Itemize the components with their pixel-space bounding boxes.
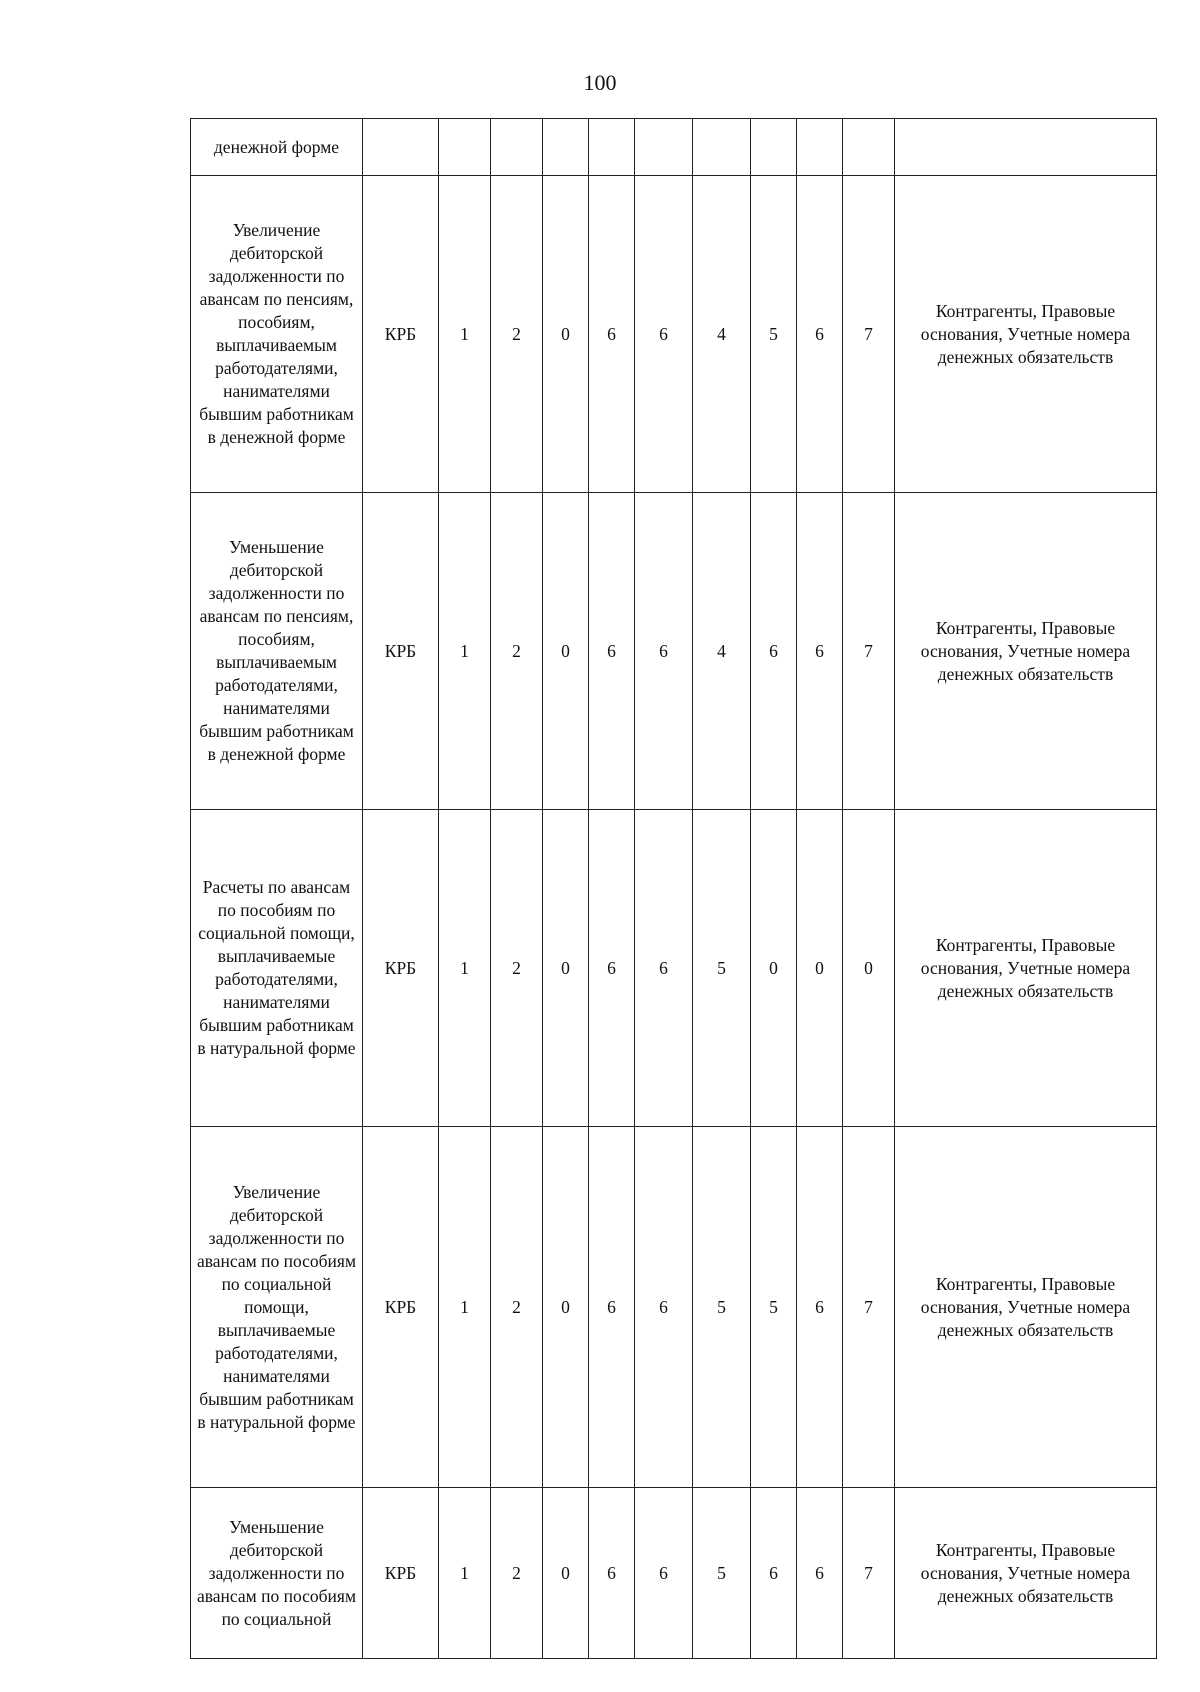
digit-cell: 4 [693, 176, 751, 493]
digit-cell [751, 119, 797, 176]
digit-cell: 6 [635, 176, 693, 493]
description-cell: Расчеты по авансам по пособиям по социальной помощи, выплачиваемые работодателями, нанимателями бывшим работникам в натуральной форме [191, 810, 363, 1127]
digit-cell: 6 [589, 493, 635, 810]
digit-cell: 6 [635, 1488, 693, 1659]
digit-cell [491, 119, 543, 176]
code-cell: КРБ [363, 810, 439, 1127]
code-cell: КРБ [363, 1488, 439, 1659]
digit-cell [543, 119, 589, 176]
digit-cell: 7 [843, 1488, 895, 1659]
digit-cell: 1 [439, 810, 491, 1127]
description-cell: денежной форме [191, 119, 363, 176]
digit-cell: 6 [797, 1488, 843, 1659]
digit-cell: 6 [635, 493, 693, 810]
digit-cell: 1 [439, 176, 491, 493]
digit-cell: 0 [543, 493, 589, 810]
digit-cell: 0 [843, 810, 895, 1127]
digit-cell: 6 [589, 176, 635, 493]
table-row [191, 810, 1157, 1127]
digit-cell: 6 [589, 1488, 635, 1659]
basis-cell: Контрагенты, Правовые основания, Учетные номера денежных обязательств [895, 1127, 1157, 1488]
table-row [191, 493, 1157, 810]
digit-cell: 7 [843, 176, 895, 493]
digit-cell: 6 [797, 493, 843, 810]
digit-cell: 0 [797, 810, 843, 1127]
digit-cell: 7 [843, 493, 895, 810]
description-cell: Увеличение дебиторской задолженности по авансам по пособиям по социальной помощи, выплачиваемые работодателями, нанимателями бывшим работникам в натуральной форме [191, 1127, 363, 1488]
digit-cell [439, 119, 491, 176]
basis-cell [895, 119, 1157, 176]
page-number: 100 [583, 70, 617, 95]
digit-cell: 6 [635, 1127, 693, 1488]
digit-cell: 5 [693, 810, 751, 1127]
digit-cell: 4 [693, 493, 751, 810]
digit-cell: 1 [439, 493, 491, 810]
digit-cell: 2 [491, 1488, 543, 1659]
code-cell: КРБ [363, 1127, 439, 1488]
digit-cell: 6 [797, 176, 843, 493]
digit-cell: 0 [543, 810, 589, 1127]
digit-cell [589, 119, 635, 176]
digit-cell: 5 [693, 1127, 751, 1488]
digit-cell: 0 [751, 810, 797, 1127]
code-cell: КРБ [363, 493, 439, 810]
digit-cell: 5 [751, 176, 797, 493]
accounts-table [190, 118, 1157, 1659]
digit-cell: 0 [543, 1127, 589, 1488]
description-cell: Уменьшение дебиторской задолженности по авансам по пособиям по социальной [191, 1488, 363, 1659]
digit-cell [635, 119, 693, 176]
digit-cell: 6 [797, 1127, 843, 1488]
digit-cell [693, 119, 751, 176]
digit-cell: 2 [491, 810, 543, 1127]
digit-cell: 1 [439, 1127, 491, 1488]
digit-cell: 0 [543, 176, 589, 493]
digit-cell: 2 [491, 493, 543, 810]
digit-cell: 5 [751, 1127, 797, 1488]
digit-cell: 0 [543, 1488, 589, 1659]
digit-cell: 7 [843, 1127, 895, 1488]
digit-cell: 6 [589, 810, 635, 1127]
digit-cell: 5 [693, 1488, 751, 1659]
description-cell: Увеличение дебиторской задолженности по авансам по пенсиям, пособиям, выплачиваемым работодателями, нанимателями бывшим работникам в денежной форме [191, 176, 363, 493]
basis-cell: Контрагенты, Правовые основания, Учетные номера денежных обязательств [895, 810, 1157, 1127]
description-cell: Уменьшение дебиторской задолженности по авансам по пенсиям, пособиям, выплачиваемым работодателями, нанимателями бывшим работникам в денежной форме [191, 493, 363, 810]
digit-cell: 6 [751, 493, 797, 810]
code-cell [363, 119, 439, 176]
basis-cell: Контрагенты, Правовые основания, Учетные номера денежных обязательств [895, 1488, 1157, 1659]
digit-cell: 1 [439, 1488, 491, 1659]
table-row [191, 119, 1157, 176]
basis-cell: Контрагенты, Правовые основания, Учетные номера денежных обязательств [895, 176, 1157, 493]
digit-cell: 6 [751, 1488, 797, 1659]
digit-cell: 2 [491, 1127, 543, 1488]
digit-cell: 2 [491, 176, 543, 493]
table-row [191, 176, 1157, 493]
digit-cell [843, 119, 895, 176]
table-row [191, 1127, 1157, 1488]
digit-cell [797, 119, 843, 176]
code-cell: КРБ [363, 176, 439, 493]
table-row [191, 1488, 1157, 1659]
basis-cell: Контрагенты, Правовые основания, Учетные номера денежных обязательств [895, 493, 1157, 810]
digit-cell: 6 [635, 810, 693, 1127]
digit-cell: 6 [589, 1127, 635, 1488]
